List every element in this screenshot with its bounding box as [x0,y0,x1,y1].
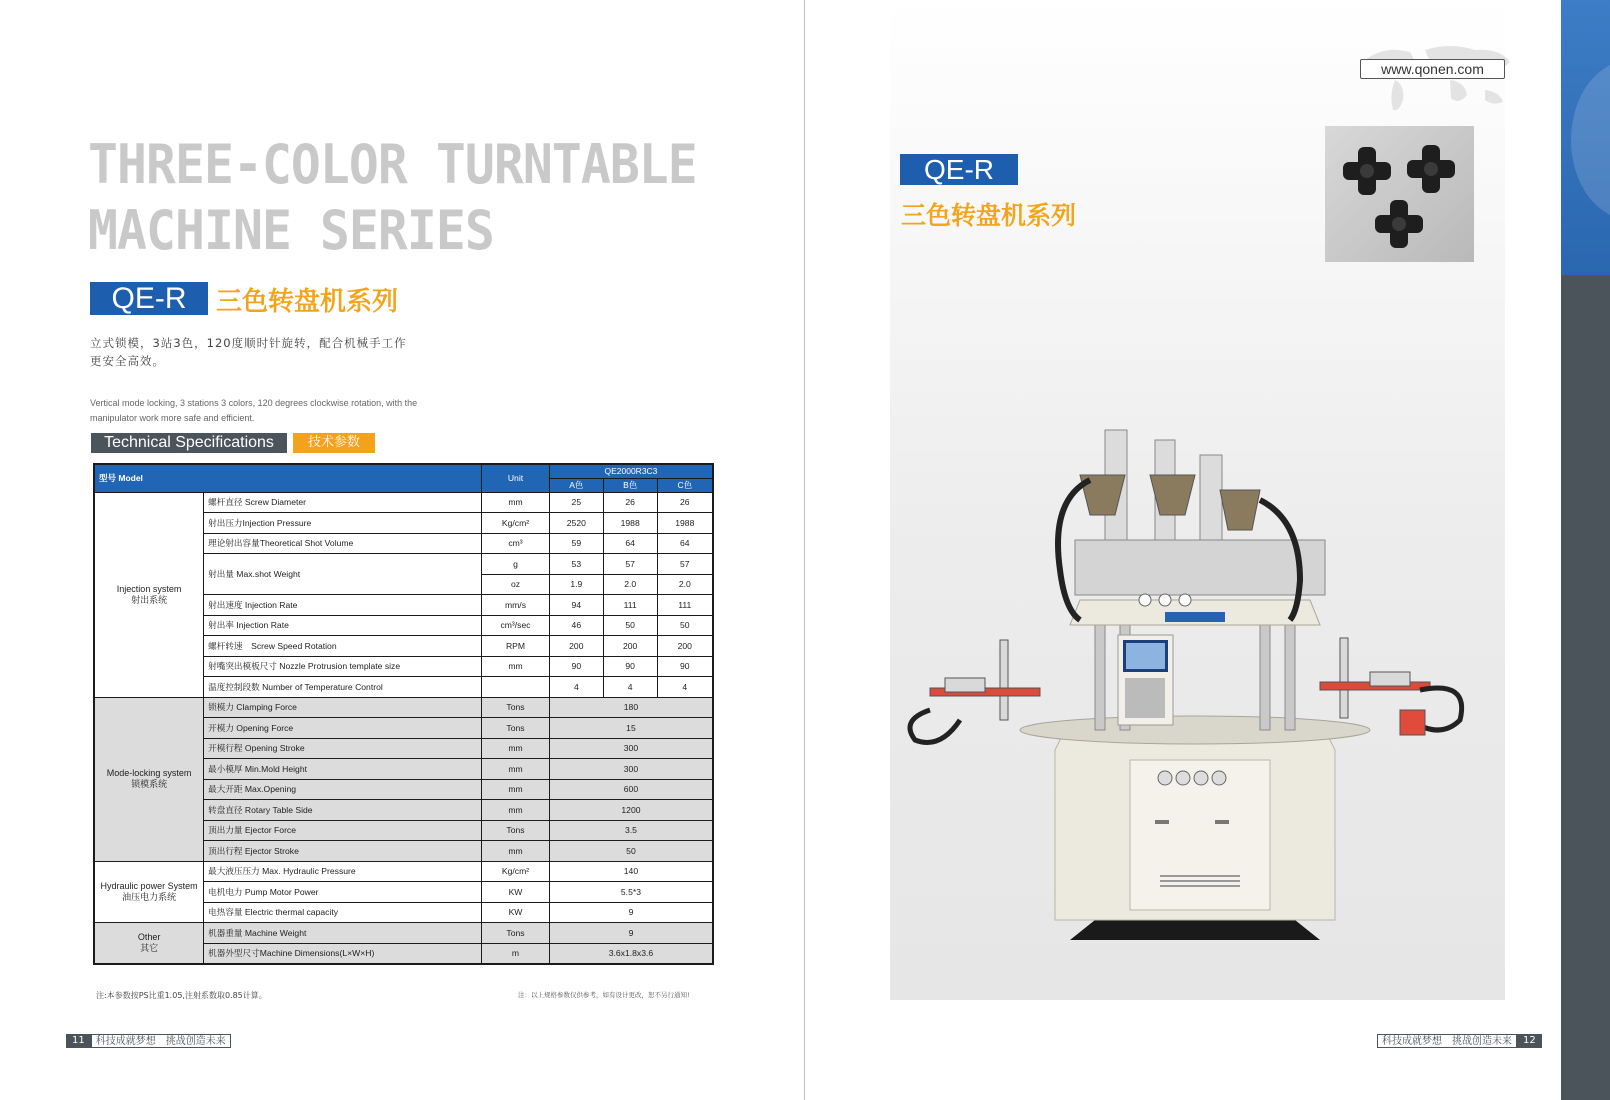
side-strip-accent [1561,0,1610,275]
value-b: 111 [603,595,657,616]
spec-title-en: Technical Specifications [91,433,287,453]
table-row [94,861,713,882]
group-mold: Mode-locking system 锁模系统 [94,697,204,861]
param-name: 螺杆转速 Screw Speed Rotation [204,636,482,657]
param-value: 9 [549,902,713,923]
param-unit: mm [482,492,550,513]
value-c: 2.0 [657,574,713,595]
param-name: 顶出力量 Ejector Force [204,820,482,841]
param-value: 5.5*3 [549,882,713,903]
param-unit: mm [482,779,550,800]
param-name: 射出率 Injection Rate [204,615,482,636]
param-name: 机器重量 Machine Weight [204,923,482,944]
param-name: 顶出行程 Ejector Stroke [204,841,482,862]
value-c: 4 [657,677,713,698]
value-b: 200 [603,636,657,657]
param-unit: mm [482,800,550,821]
value-b: 1988 [603,513,657,534]
group-injection: Injection system 射出系统 [94,492,204,697]
value-a: 90 [549,656,603,677]
param-value: 180 [549,697,713,718]
value-c: 1988 [657,513,713,534]
param-unit: Kg/cm² [482,861,550,882]
series-name-cn-right: 三色转盘机系列 [901,201,1077,230]
value-a: 1.9 [549,574,603,595]
value-b: 64 [603,533,657,554]
param-name: 转盘直径 Rotary Table Side [204,800,482,821]
big-title: THREE-COLOR TURNTABLE MACHINE SERIES [88,133,697,262]
param-unit: cm³ [482,533,550,554]
spec-table [93,463,714,965]
value-b: 50 [603,615,657,636]
param-value: 3.5 [549,820,713,841]
footer-right [1377,1034,1542,1048]
param-name: 电热容量 Electric thermal capacity [204,902,482,923]
param-unit: mm [482,759,550,780]
param-unit: Tons [482,820,550,841]
param-unit: Kg/cm² [482,513,550,534]
param-name: 温度控制段数 Number of Temperature Control [204,677,482,698]
page-number: 11 [66,1034,91,1048]
value-b: 57 [603,554,657,575]
param-name: 锁模力 Clamping Force [204,697,482,718]
value-c: 111 [657,595,713,616]
param-unit: KW [482,902,550,923]
param-name: 射嘴突出模板尺寸 Nozzle Protrusion template size [204,656,482,677]
spread-divider [804,0,805,1100]
param-unit: Tons [482,718,550,739]
param-value: 140 [549,861,713,882]
param-unit: mm/s [482,595,550,616]
machine-image [900,420,1500,960]
param-name: 最大液压压力 Max. Hydraulic Pressure [204,861,482,882]
group-other: Other 其它 [94,923,204,964]
table-row [94,492,713,513]
param-name: 射出压力Injection Pressure [204,513,482,534]
param-value: 300 [549,738,713,759]
slogan-right: 科技成就梦想 挑战创造未来 [1377,1034,1517,1048]
param-value: 9 [549,923,713,944]
value-c: 200 [657,636,713,657]
value-c: 64 [657,533,713,554]
color-c-header: C色 [657,478,713,492]
value-b: 2.0 [603,574,657,595]
value-c: 26 [657,492,713,513]
param-name: 射出量 Max.shot Weight [204,554,482,595]
product-sample-image [1325,126,1474,262]
series-code-badge: QE-R [90,282,208,315]
model-header: 型号 Model [94,464,482,492]
param-name: 最小模厚 Min.Mold Height [204,759,482,780]
value-a: 46 [549,615,603,636]
group-hydraulic: Hydraulic power System 油压电力系统 [94,861,204,923]
series-code-badge-right: QE-R [900,154,1018,185]
param-name: 理论射出容量Theoretical Shot Volume [204,533,482,554]
param-unit: mm [482,738,550,759]
param-name: 开模力 Opening Force [204,718,482,739]
note-right: 注：以上规格参数仅供参考，如有设计更改，恕不另行通知! [518,991,690,999]
param-unit: Tons [482,923,550,944]
param-name: 最大开距 Max.Opening [204,779,482,800]
footer-left [66,1034,231,1048]
value-a: 53 [549,554,603,575]
param-value: 3.6x1.8x3.6 [549,943,713,964]
param-value: 50 [549,841,713,862]
param-unit: g [482,554,550,575]
value-b: 90 [603,656,657,677]
param-unit: mm [482,656,550,677]
value-b: 4 [603,677,657,698]
value-a: 4 [549,677,603,698]
color-a-header: A色 [549,478,603,492]
param-unit: oz [482,574,550,595]
param-name: 开模行程 Opening Stroke [204,738,482,759]
value-a: 94 [549,595,603,616]
website-link[interactable]: www.qonen.com [1360,59,1505,79]
model-name-header: QE2000R3C3 [549,464,713,478]
param-unit: mm [482,841,550,862]
description-cn: 立式锁模，3站3色，120度顺时针旋转，配合机械手工作更安全高效。 [90,336,407,368]
table-row [94,923,713,944]
param-unit [482,677,550,698]
value-c: 57 [657,554,713,575]
spec-title-cn: 技术参数 [293,433,375,453]
value-c: 50 [657,615,713,636]
value-a: 25 [549,492,603,513]
param-name: 射出速度 Injection Rate [204,595,482,616]
value-b: 26 [603,492,657,513]
value-a: 2520 [549,513,603,534]
param-value: 300 [549,759,713,780]
param-value: 1200 [549,800,713,821]
param-unit: RPM [482,636,550,657]
note-left: 注:本参数按PS比重1.05,注射系数取0.85计算。 [96,991,267,1000]
param-name: 螺杆直径 Screw Diameter [204,492,482,513]
table-row [94,697,713,718]
page-number-right: 12 [1517,1034,1542,1048]
description-en: Vertical mode locking, 3 stations 3 colors, 120 degrees clockwise rotation, with the manipulator work more safe and efficient. [90,398,418,423]
param-unit: Tons [482,697,550,718]
slogan: 科技成就梦想 挑战创造未来 [91,1034,231,1048]
param-unit: m [482,943,550,964]
value-a: 200 [549,636,603,657]
param-name: 电机电力 Pump Motor Power [204,882,482,903]
value-a: 59 [549,533,603,554]
param-value: 15 [549,718,713,739]
param-value: 600 [549,779,713,800]
color-b-header: B色 [603,478,657,492]
unit-header: Unit [482,464,550,492]
series-name-cn: 三色转盘机系列 [216,287,399,317]
param-unit: cm³/sec [482,615,550,636]
value-c: 90 [657,656,713,677]
param-unit: KW [482,882,550,903]
param-name: 机器外型尺寸Machine Dimensions(L×W×H) [204,943,482,964]
